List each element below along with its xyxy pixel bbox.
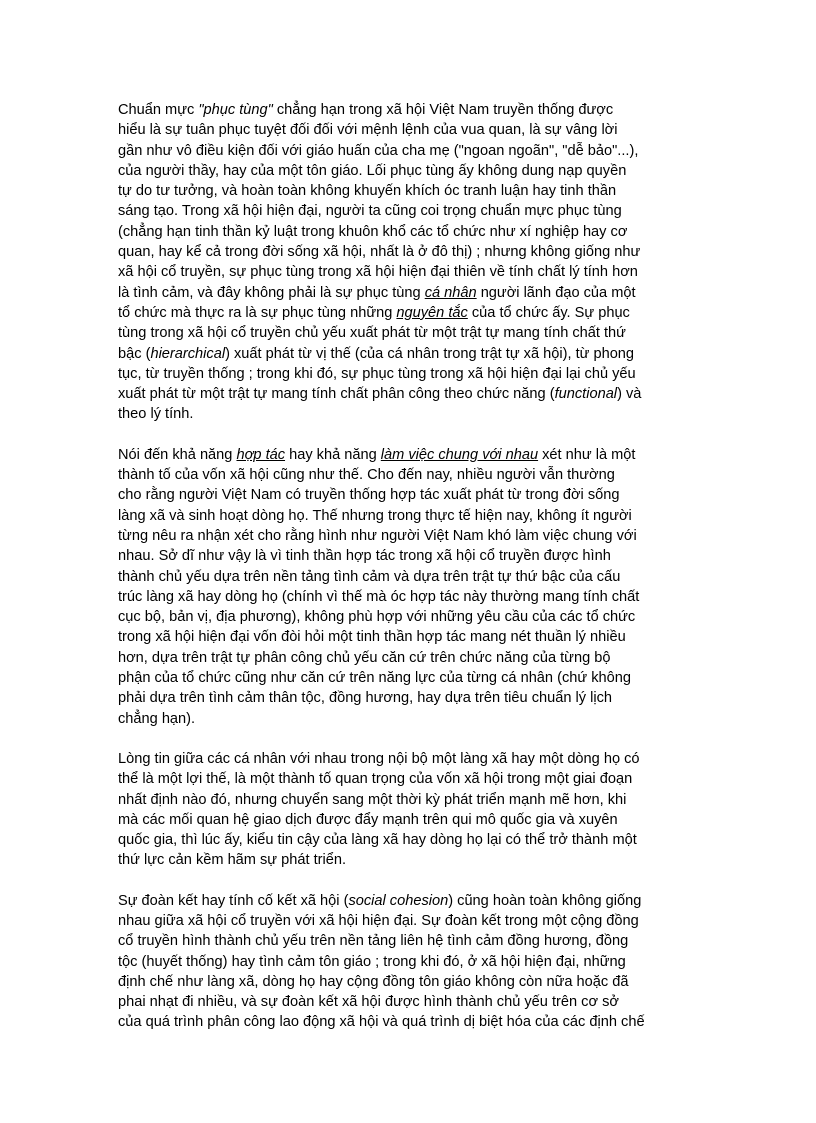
emphasized-text: social cohesion [348,892,449,909]
text-line [118,546,708,566]
text-line [118,1012,708,1032]
text-line [118,992,708,1012]
text-run: nhất định nào đó, nhưng chuyển sang một thời kỳ phát triển mạnh mẽ hơn, khi [118,791,627,808]
text-line [118,344,708,364]
text-run: (chẳng hạn tinh thần kỷ luật trong khuôn khổ các tổ chức như xí nghiệp hay cơ [118,223,628,240]
text-line [118,201,708,221]
text-line [118,465,708,485]
text-run: sáng tạo. Trong xã hội hiện đại, người ta cũng coi trọng chuẩn mực phục tùng [118,203,622,220]
text-run: tùng trong xã hội cổ truyền chủ yếu xuất phát từ một trật tự mang tính chất thứ [118,325,626,342]
text-run: cổ truyền hình thành chủ yếu trên nền tảng liên hệ tình cảm đồng hương, đồng [118,933,629,950]
text-run: xã hội cổ truyền, sự phục tùng trong xã hội hiện đại thiên về tính chất lý tính hơn [118,264,638,281]
text-run: ) xuất phát từ vị thế (của cá nhân trong trật tự xã hội), từ phong [225,345,635,362]
text-line [118,668,708,688]
paragraph-3 [118,749,708,871]
text-run: quan, hay kể cả trong đời sống xã hội, nhất là ở đô thị) ; nhưng không giống như [118,244,641,261]
text-line [118,952,708,972]
paragraph-4 [118,891,708,1033]
text-run: Lòng tin giữa các cá nhân với nhau trong nội bộ một làng xã hay một dòng họ có [118,750,640,767]
emphasized-text: hierarchical [150,345,226,362]
text-line [118,526,708,546]
text-run: từng nêu ra nhận xét cho rằng hình như người Việt Nam khó làm việc chung với [118,527,637,544]
emphasized-text: "phục tùng" [198,102,273,118]
text-run: chẳng hạn trong xã hội Việt Nam truyền thống được [272,102,614,118]
text-line [118,749,708,769]
text-line [118,242,708,262]
text-line [118,891,708,911]
text-run: tổ chức mà thực ra là sự phục tùng những [118,304,397,321]
text-run: hay khả năng [285,446,381,463]
text-run: người lãnh đạo của một [476,284,636,301]
text-run: phải dựa trên tình cảm thân tộc, đồng hương, hay dựa trên tiêu chuẩn lý lịch [118,690,613,707]
text-run: là tình cảm, và đây không phải là sự phục tùng [118,284,425,301]
text-run: trúc làng xã hay dòng họ (chính vì thế mà óc hợp tác này thường mang tính chất [118,588,640,605]
text-run: làng xã và sinh hoạt dòng họ. Thế nhưng trong thực tế hiện nay, không ít người [118,507,632,524]
text-line [118,830,708,850]
text-run: hiểu là sự tuân phục tuyệt đối đối với mệnh lệnh của vua quan, là sự vâng lời [118,122,618,139]
text-line [118,709,708,729]
text-run: ) và [617,386,642,403]
text-run: tộc (huyết thống) hay tình cảm tôn giáo ; trong khi đó, ở xã hội hiện đại, những [118,953,626,970]
text-run: Chuẩn mực [118,102,199,118]
text-line [118,769,708,789]
document-page [118,100,708,1053]
text-run: của quá trình phân công lao động xã hội và quá trình dị biệt hóa của các định chế [118,1014,645,1031]
text-line [118,141,708,161]
text-line [118,120,708,140]
text-line [118,364,708,384]
text-line [118,810,708,830]
text-run: nhau giữa xã hội cổ truyền với xã hội hiện đại. Sự đoàn kết trong một cộng đồng [118,912,639,929]
text-run: của người thầy, hay của một tôn giáo. Lối phục tùng ấy không dung nạp quyền [118,162,627,179]
text-line [118,627,708,647]
text-run: Sự đoàn kết hay tính cố kết xã hội ( [118,892,349,909]
text-line [118,911,708,931]
text-run: tự do tư tưởng, và hoàn toàn không khuyến khích óc tranh luận hay tinh thần [118,183,617,200]
text-line [118,445,708,465]
text-run: trong xã hội hiện đại vốn đòi hỏi một tinh thần hợp tác mang nét thuần lý nhiều [118,629,626,646]
text-run: mà các mối quan hệ giao dịch được đẩy mạnh trên qui mô quốc gia và xuyên [118,811,618,828]
text-line [118,931,708,951]
emphasized-text: nguyên tắc [396,304,468,321]
emphasized-text: làm việc chung với nhau [380,446,539,463]
text-line [118,262,708,282]
text-run: Nói đến khả năng [118,446,237,463]
text-line [118,283,708,303]
text-line [118,404,708,424]
text-line [118,181,708,201]
text-run: phai nhạt đi nhiều, và sự đoàn kết xã hội được hình thành chủ yếu trên cơ sở [118,994,619,1011]
text-line [118,972,708,992]
text-line [118,384,708,404]
text-line [118,607,708,627]
paragraph-1 [118,100,708,425]
text-run: bậc ( [118,345,151,362]
text-run: thứ lực cản kềm hãm sự phát triển. [118,852,347,869]
text-line [118,587,708,607]
text-line [118,567,708,587]
text-line [118,303,708,323]
text-run: cục bộ, bản vị, địa phương), không phù hợp với những yêu cầu của các tổ chức [118,609,636,626]
text-run: thành chủ yếu dựa trên nền tảng tình cảm và dựa trên trật tự thứ bậc của cấu [118,568,621,585]
text-line [118,850,708,870]
emphasized-text: hợp tác [236,446,286,463]
text-line [118,506,708,526]
text-line [118,323,708,343]
text-run: gần như vô điều kiện đối với giáo huấn của cha mẹ ("ngoan ngoãn", "dễ bảo"...), [118,142,639,159]
text-run: hơn, dựa trên trật tự phân công chủ yếu căn cứ trên chức năng của từng bộ [118,649,611,666]
text-run: theo lý tính. [118,406,194,423]
text-line [118,161,708,181]
text-run: thành tố của vốn xã hội cũng như thế. Cho đến nay, nhiều người vẫn thường [118,467,615,484]
text-run: xuất phát từ một trật tự mang tính chất phân công theo chức năng ( [118,386,555,403]
text-line [118,790,708,810]
text-line [118,688,708,708]
text-run: nhau. Sở dĩ như vậy là vì tinh thần hợp tác trong xã hội cổ truyền được hình [118,548,611,565]
text-run: định chế như làng xã, dòng họ hay cộng đồng tôn giáo không còn nữa hoặc đã [118,973,629,990]
text-run: chẳng hạn). [118,710,196,727]
paragraph-2 [118,445,708,729]
text-run: thể là một lợi thế, là một thành tố quan trọng của vốn xã hội trong một giai đoạn [118,771,633,788]
emphasized-text: functional [554,386,618,403]
text-run: tục, từ truyền thống ; trong khi đó, sự phục tùng trong xã hội hiện đại lại chủ yếu [118,365,636,382]
text-line [118,222,708,242]
text-line [118,100,708,120]
text-run: cho rằng người Việt Nam có truyền thống hợp tác xuất phát từ trong đời sống [118,487,620,504]
text-run: phận của tổ chức cũng như căn cứ trên năng lực của từng cá nhân (chứ không [118,670,631,687]
text-run: của tổ chức ấy. Sự phục [467,304,630,321]
emphasized-text: cá nhân [424,284,477,301]
text-run: ) cũng hoàn toàn không giống [448,892,642,909]
text-run: quốc gia, thì lúc ấy, kiểu tin cậy của làng xã hay dòng họ lại có thể trở thành một [118,832,637,849]
text-line [118,648,708,668]
text-line [118,485,708,505]
text-run: xét như là một [538,446,636,463]
